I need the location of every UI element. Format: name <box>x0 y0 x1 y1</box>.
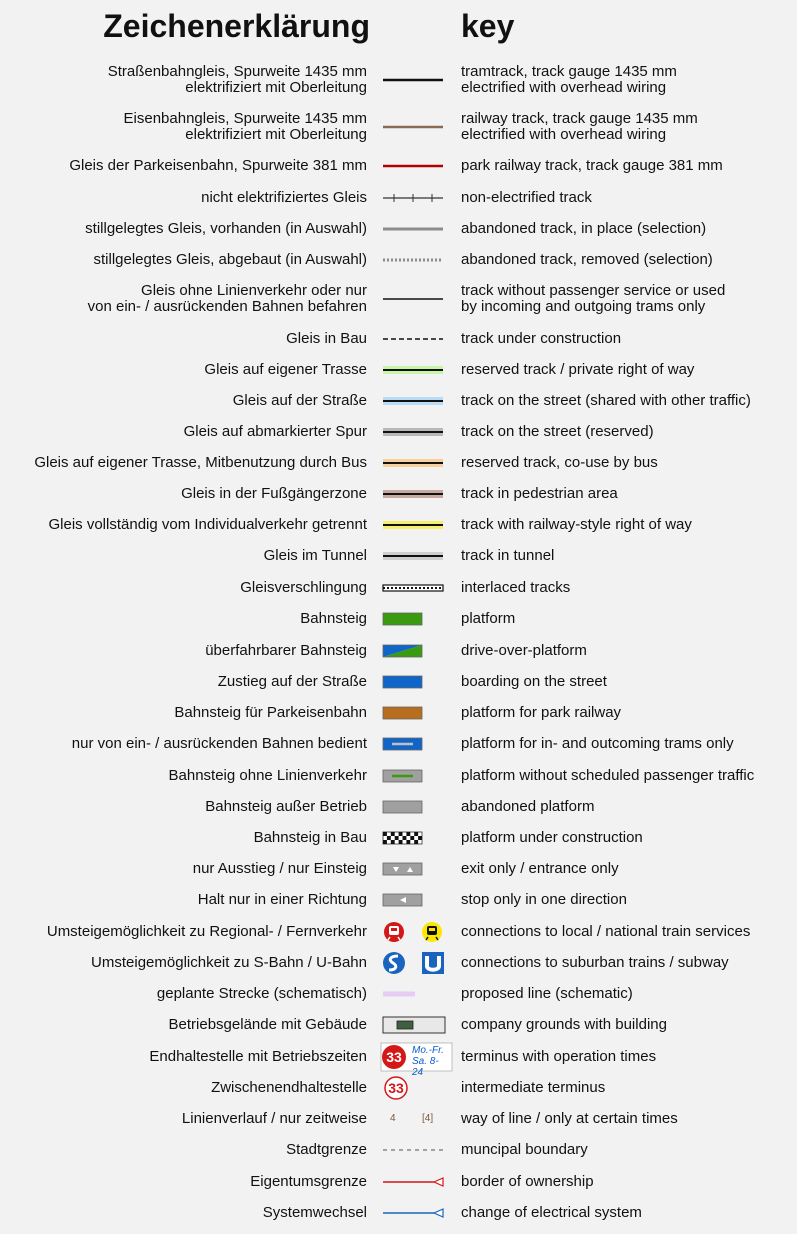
legend-label-de: nur von ein- / ausrückenden Bahnen bedient <box>71 735 367 752</box>
legend-label-de: Halt nur in einer Richtung <box>197 891 367 908</box>
legend-label-en: abandoned platform <box>461 798 595 815</box>
symbol-reserved-track <box>380 358 446 382</box>
symbol-interlaced-tracks <box>380 576 446 600</box>
legend-label-en: non-electrified track <box>461 189 592 206</box>
legend-label-de: stillgelegtes Gleis, abgebaut (in Auswahl) <box>93 251 367 268</box>
symbol-company-grounds-building <box>380 1013 446 1037</box>
legend-label-en: boarding on the street <box>461 673 607 690</box>
legend-label-de: Bahnsteig außer Betrieb <box>205 798 367 815</box>
symbol-tunnel-track <box>380 544 446 568</box>
legend-label-en: track on the street (reserved) <box>461 423 654 440</box>
symbol-electrical-system-change <box>380 1201 446 1225</box>
legend-label-de: Gleis vollständig vom Individualverkehr getrennt <box>48 516 367 533</box>
symbol-intermediate-terminus <box>380 1076 446 1100</box>
legend-label-en: border of ownership <box>461 1173 594 1190</box>
legend-label-en: change of electrical system <box>461 1204 642 1221</box>
legend-label-de: Umsteigemöglichkeit zu S-Bahn / U-Bahn <box>91 954 367 971</box>
legend-label-en: platform without scheduled passenger traffic <box>461 767 755 784</box>
symbol-park-railway-track <box>380 154 446 178</box>
legend-label-de: Bahnsteig ohne Linienverkehr <box>168 767 367 784</box>
symbol-street-boarding <box>380 670 446 694</box>
terminus-times-saturday: Sa. 8-24 <box>412 1056 439 1078</box>
line-label-temporary: [4] <box>422 1113 434 1124</box>
legend-label-de: überfahrbarer Bahnsteig <box>205 642 367 659</box>
line-label: 4 <box>390 1113 396 1124</box>
symbol-line-route <box>380 1107 446 1131</box>
legend-label-en: platform <box>461 610 516 627</box>
legend-label-de: nur Ausstieg / nur Einsteig <box>192 860 367 877</box>
legend-label-en: tramtrack, track gauge 1435 mm electrified with overhead wiring <box>461 63 677 96</box>
title-german: Zeichenerklärung <box>103 8 370 44</box>
legend-label-de: Bahnsteig für Parkeisenbahn <box>174 704 367 721</box>
legend-label-de: Gleis auf eigener Trasse <box>204 361 367 378</box>
legend-label-de: Endhaltestelle mit Betriebszeiten <box>149 1048 367 1065</box>
symbol-one-direction-stop <box>380 888 446 912</box>
symbol-abandoned-track-removed <box>380 248 446 272</box>
intermediate-line-number: 33 <box>388 1080 404 1096</box>
terminus-times-weekday: Mo.-Fr. <box>412 1045 444 1056</box>
symbol-non-service-track <box>380 287 446 311</box>
legend-label-en: company grounds with building <box>461 1016 667 1033</box>
legend-label-de: Umsteigemöglichkeit zu Regional- / Fernverkehr <box>46 923 367 940</box>
symbol-proposed-line <box>380 982 446 1006</box>
legend-label-en: platform for in- and outcoming trams only <box>461 735 734 752</box>
legend-label-de: Betriebsgelände mit Gebäude <box>168 1016 367 1033</box>
symbol-no-service-platform <box>380 764 446 788</box>
terminus-line-number: 33 <box>386 1049 402 1065</box>
legend-label-de: stillgelegtes Gleis, vorhanden (in Auswahl) <box>85 220 367 237</box>
legend-label-en: terminus with operation times <box>461 1048 657 1065</box>
symbol-bus-shared-track <box>380 451 446 475</box>
legend-label-de: Gleis in der Fußgängerzone <box>181 485 367 502</box>
symbol-pedestrian-zone-track <box>380 482 446 506</box>
legend-label-de: Eisenbahngleis, Spurweite 1435 mm elektrifiziert mit Oberleitung <box>123 110 367 143</box>
symbol-drive-over-platform <box>380 639 446 663</box>
legend-label-de: Gleis ohne Linienverkehr oder nur von ein- / ausrückenden Bahnen befahren <box>87 282 367 315</box>
symbol-separated-track <box>380 513 446 537</box>
legend-label-de: Zwischenendhaltestelle <box>211 1079 367 1096</box>
legend-label-de: Systemwechsel <box>262 1204 367 1221</box>
legend-label-en: track without passenger service or used by incoming and outgoing trams only <box>461 282 726 315</box>
symbol-tramtrack <box>380 68 446 92</box>
symbol-terminus-times <box>380 1045 446 1078</box>
symbol-regional-national-train-icon <box>380 920 446 944</box>
legend-label-de: Bahnsteig in Bau <box>253 829 367 846</box>
legend-label-de: Straßenbahngleis, Spurweite 1435 mm elektrifiziert mit Oberleitung <box>107 63 367 96</box>
legend-label-en: platform under construction <box>461 829 643 846</box>
symbol-non-electrified-track <box>380 186 446 210</box>
legend-label-de: geplante Strecke (schematisch) <box>156 985 367 1002</box>
symbol-railway-track <box>380 115 446 139</box>
legend-label-en: connections to suburban trains / subway <box>461 954 729 971</box>
symbol-platform <box>380 607 446 631</box>
legend-label-en: platform for park railway <box>461 704 622 721</box>
legend-label-de: Zustieg auf der Straße <box>217 673 367 690</box>
legend-label-de: nicht elektrifiziertes Gleis <box>201 189 367 206</box>
legend-label-de: Gleis in Bau <box>286 330 367 347</box>
legend-label-en: way of line / only at certain times <box>461 1110 678 1127</box>
legend-label-de: Linienverlauf / nur zeitweise <box>181 1110 367 1127</box>
legend-label-en: exit only / entrance only <box>461 860 619 877</box>
legend-label-en: reserved track, co-use by bus <box>461 454 658 471</box>
legend-label-en: proposed line (schematic) <box>461 985 633 1002</box>
legend-label-en: intermediate terminus <box>461 1079 606 1096</box>
legend-label-en: muncipal boundary <box>461 1141 588 1158</box>
legend-label-de: Gleisverschlingung <box>240 579 367 596</box>
symbol-municipal-boundary <box>380 1138 446 1162</box>
legend-label-de: Gleis auf abmarkierter Spur <box>183 423 367 440</box>
legend-label-en: abandoned track, in place (selection) <box>461 220 707 237</box>
symbol-abandoned-platform <box>380 795 446 819</box>
symbol-ownership-border <box>380 1170 446 1194</box>
symbol-platform-under-construction <box>380 826 446 850</box>
legend-label-en: track in tunnel <box>461 547 555 564</box>
legend-label-en: track in pedestrian area <box>461 485 618 502</box>
legend-label-en: abandoned track, removed (selection) <box>461 251 713 268</box>
symbol-sbahn-ubahn-icon <box>380 951 446 975</box>
legend-label-de: Gleis im Tunnel <box>263 547 367 564</box>
symbol-depot-trams-platform <box>380 732 446 756</box>
legend-label-en: railway track, track gauge 1435 mm electrified with overhead wiring <box>461 110 698 143</box>
legend-label-en: park railway track, track gauge 381 mm <box>461 157 723 174</box>
symbol-track-under-construction <box>380 327 446 351</box>
symbol-exit-entrance-only <box>380 857 446 881</box>
legend-label-en: stop only in one direction <box>461 891 627 908</box>
title-english: key <box>461 8 515 44</box>
legend-label-de: Gleis auf eigener Trasse, Mitbenutzung durch Bus <box>34 454 367 471</box>
legend-label-de: Gleis auf der Straße <box>232 392 367 409</box>
legend-label-en: drive-over-platform <box>461 642 587 659</box>
symbol-park-railway-platform <box>380 701 446 725</box>
legend-label-en: track under construction <box>461 330 622 347</box>
legend-label-en: connections to local / national train services <box>461 923 751 940</box>
legend-label-en: interlaced tracks <box>461 579 571 596</box>
legend-label-en: track with railway-style right of way <box>461 516 692 533</box>
symbol-street-track <box>380 389 446 413</box>
legend-label-de: Eigentumsgrenze <box>250 1173 367 1190</box>
legend-label-de: Stadtgrenze <box>286 1141 367 1158</box>
legend-label-de: Gleis der Parkeisenbahn, Spurweite 381 mm <box>69 157 367 174</box>
symbol-marked-lane-track <box>380 420 446 444</box>
symbol-abandoned-track-in-place <box>380 217 446 241</box>
legend-label-en: reserved track / private right of way <box>461 361 695 378</box>
legend-label-de: Bahnsteig <box>300 610 367 627</box>
legend-label-en: track on the street (shared with other traffic) <box>461 392 751 409</box>
